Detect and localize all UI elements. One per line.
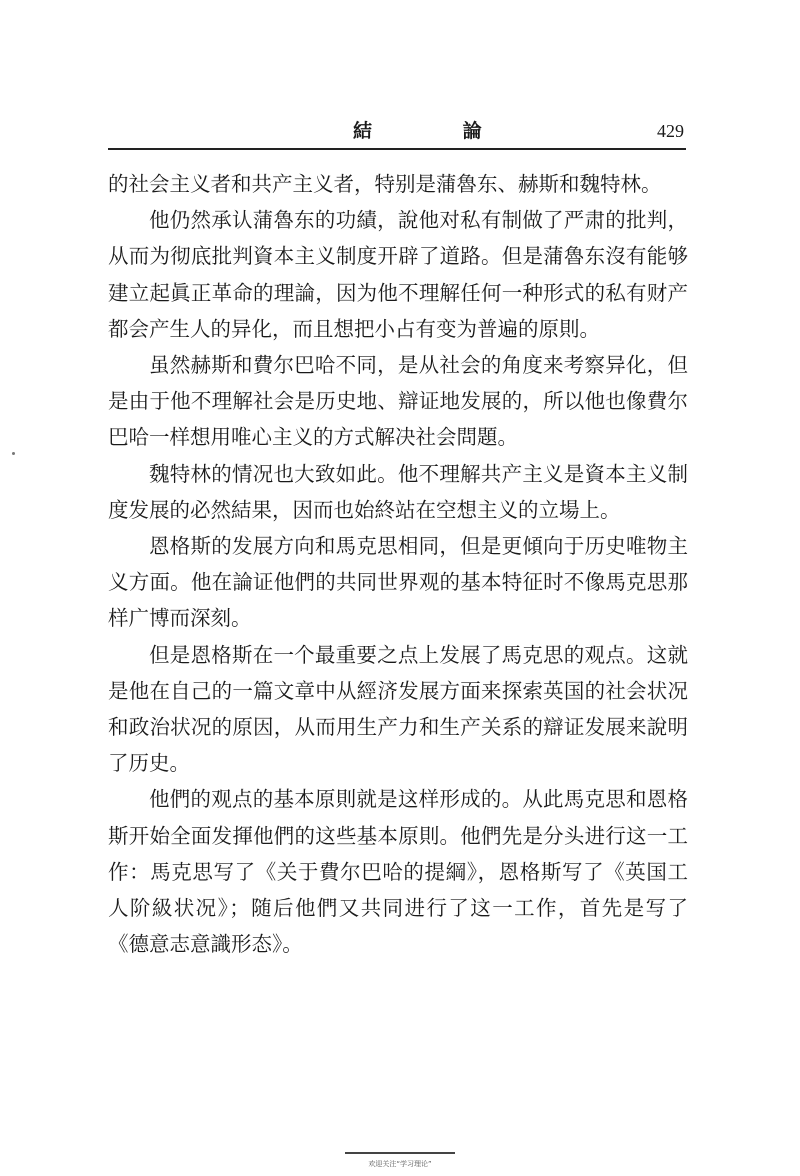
paragraph: 魏特林的情况也大致如此。他不理解共产主义是資本主义制度发展的必然結果，因而也始終站在空想主义的立場上。	[108, 461, 688, 522]
paragraph: 他仍然承认蒲魯东的功績，說他对私有制做了严肃的批判，从而为彻底批判資本主义制度开辟了道路。但是蒲魯东沒有能够建立起眞正革命的理論，因为他不理解任何一种形式的私有财产都会产生人的异化，而且想把小占有变为普遍的原則。	[108, 208, 688, 341]
footer-note: 欢迎关注“学习理论”	[368, 1160, 432, 1168]
paragraph: 恩格斯的发展方向和馬克思相同，但是更傾向于历史唯物主义方面。他在論证他們的共同世界观的基本特征时不像馬克思那样广博而深刻。	[108, 534, 688, 631]
body-text	[108, 166, 688, 962]
running-header	[108, 118, 686, 150]
footer-rule	[345, 1152, 455, 1154]
chapter-title: 結 論	[353, 120, 524, 142]
paragraph: 但是恩格斯在一个最重要之点上发展了馬克思的观点。这就是他在自己的一篇文章中从經济发展方面来探索英国的社会状况和政治状况的原因，从而用生产力和生产关系的辯证发展来說明了历史。	[108, 642, 688, 776]
scan-speck	[12, 452, 15, 455]
paragraph: 他們的观点的基本原則就是这样形成的。从此馬克思和恩格斯开始全面发揮他們的这些基本原則。他們先是分头进行这一工作：馬克思写了《关于費尔巴哈的提綱》，恩格斯写了《英国工人阶級状况》；随后他們又共同进行了这一工作，首先是写了《德意志意識形态》。	[108, 787, 688, 957]
paragraph: 虽然赫斯和費尔巴哈不同，是从社会的角度来考察异化，但是由于他不理解社会是历史地、辯证地发展的，所以他也像費尔巴哈一样想用唯心主义的方式解决社会問題。	[108, 353, 688, 450]
page-number: 429	[657, 121, 684, 141]
paragraph-continued: 的社会主义者和共产主义者，特别是蒲魯东、赫斯和魏特林。	[108, 172, 662, 196]
